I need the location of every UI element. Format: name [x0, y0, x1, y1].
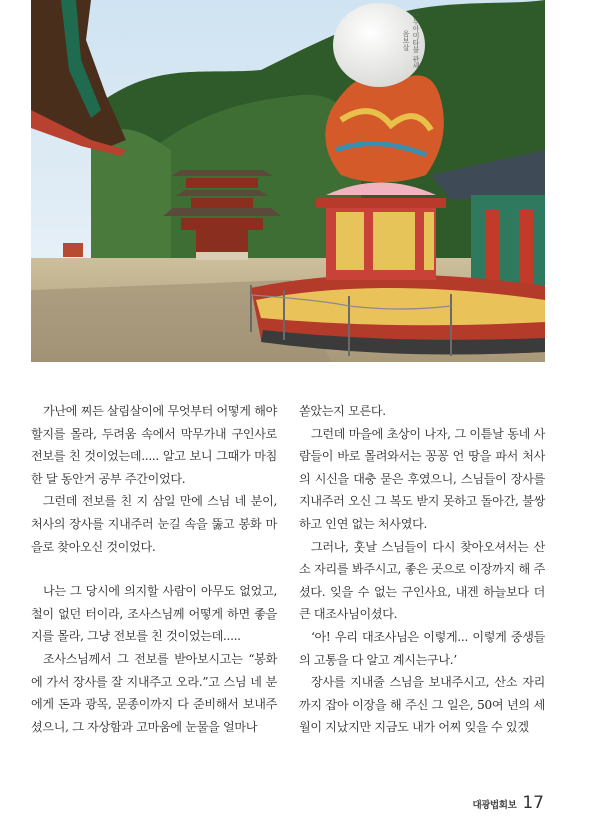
- page-footer: [472, 793, 544, 813]
- paragraph: 장사를 지내줄 스님을 보내주시고, 산소 자리까지 잡아 이장을 해 주신 그 일은, 50여 년의 세월이 지났지만 지금도 내가 어찌 잊을 수 있겠: [299, 675, 545, 735]
- right-column: [299, 400, 545, 739]
- paragraph: 쏟았는지 모른다.: [299, 404, 386, 418]
- paragraph: 나는 그 당시에 의지할 사람이 아무도 없었고, 철이 없던 터이라, 조사스님께 어떻게 하면 좋을지를 몰라, 그냥 전보를 친 것이었는데.....: [31, 584, 277, 644]
- paragraph: ‘아! 우리 대조사님은 이렇게... 이렇게 중생들의 고통을 다 알고 계시는구나.’: [299, 629, 545, 667]
- paragraph: 조사스님께서 그 전보를 받아보시고는 “봉화에 가서 장사를 잘 지내주고 오라.”고 스님 네 분에게 돈과 광목, 문종이까지 다 준비해서 보내주셨으니, 그 자상함과 고마움에 눈물을 얼마나: [31, 651, 277, 734]
- temple-photo: [31, 0, 545, 362]
- paragraph: 가난에 찌든 살림살이에 무엇부터 어떻게 해야 할지를 몰라, 두려움 속에서 막무가내 구인사로 전보를 친 것이었는데..... 알고 보니 그때가 마침 한 달 동안거 공부 주간이었다.: [31, 404, 277, 486]
- paragraph: 그러나, 훗날 스님들이 다시 찾아오셔서는 산소 자리를 봐주시고, 좋은 곳으로 이장까지 해 주셨다. 잊을 수 없는 구인사요, 내겐 하늘보다 더 큰 대조사님이셨다.: [299, 539, 545, 622]
- paragraph: 그런데 마을에 초상이 나자, 그 이튿날 동네 사람들이 바로 몰려와서는 꽁꽁 언 땅을 파서 처사의 시신을 대충 묻은 후였으니, 스님들이 장사를 지내주러 오신 그 복도 받지 못하고 돌아간, 불쌍하고 인연 없는 처사였다.: [299, 426, 545, 531]
- left-column: [31, 400, 277, 738]
- paragraph-gap: [31, 558, 277, 580]
- magazine-name: 대광법회보: [472, 800, 517, 811]
- dharani-text: 나무아미타불 관세음보살: [402, 10, 420, 70]
- paragraph: 그런데 전보를 친 지 삼일 만에 스님 네 분이, 처사의 장사를 지내주러 눈길 속을 뚫고 봉화 마을로 찾아오신 것이었다.: [31, 494, 277, 554]
- page-number: 17: [522, 793, 544, 813]
